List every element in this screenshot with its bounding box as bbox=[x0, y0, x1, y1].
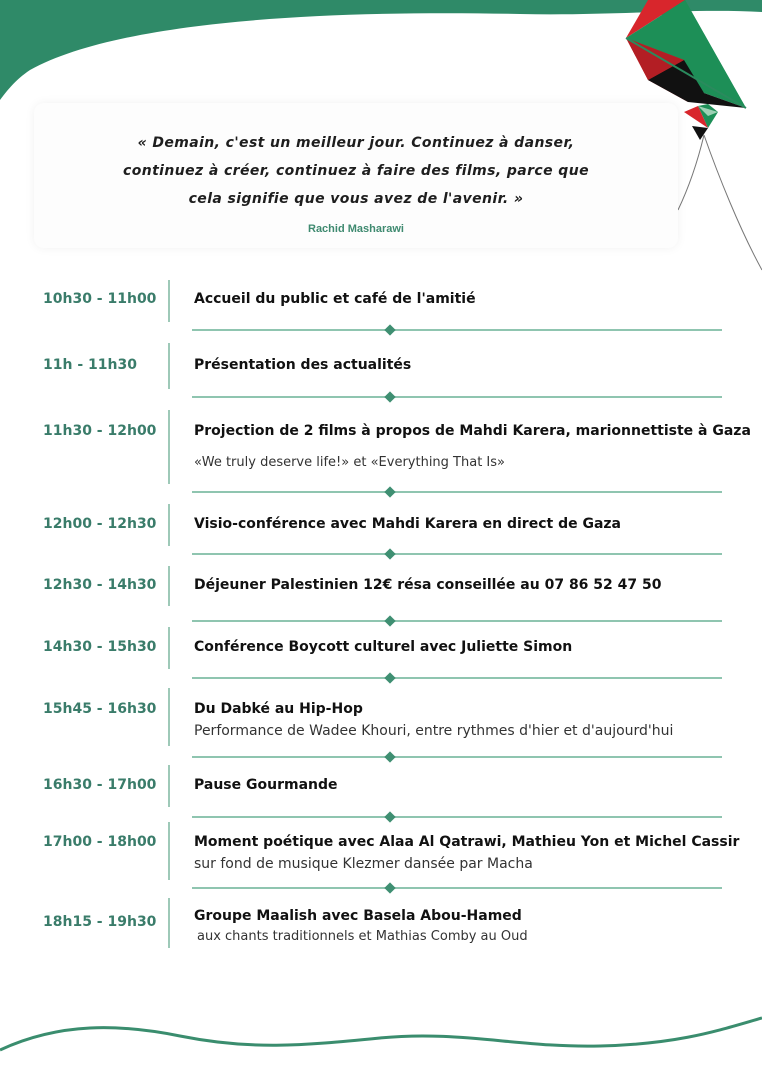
timeline-vertical-line bbox=[168, 410, 170, 484]
timeline-divider bbox=[192, 396, 722, 398]
schedule-subtitle: sur fond de musique Klezmer dansée par Macha bbox=[194, 856, 533, 872]
timeline-vertical-line bbox=[168, 822, 170, 880]
timeline-diamond-icon bbox=[384, 486, 395, 497]
schedule-title: Conférence Boycott culturel avec Juliette Simon bbox=[194, 639, 573, 655]
timeline-diamond-icon bbox=[384, 882, 395, 893]
timeline-divider bbox=[192, 329, 722, 331]
timeline-divider bbox=[192, 491, 722, 493]
schedule-title: Du Dabké au Hip-Hop bbox=[194, 701, 363, 717]
timeline-diamond-icon bbox=[384, 548, 395, 559]
schedule-title: Groupe Maalish avec Basela Abou-Hamed bbox=[194, 908, 522, 924]
timeline-diamond-icon bbox=[384, 391, 395, 402]
schedule-time: 14h30 - 15h30 bbox=[43, 639, 157, 655]
timeline-vertical-line bbox=[168, 688, 170, 746]
quote-card bbox=[34, 103, 678, 248]
schedule-title: Accueil du public et café de l'amitié bbox=[194, 291, 476, 307]
schedule-subtitle: «We truly deserve life!» et «Everything That Is» bbox=[194, 455, 505, 470]
schedule-title: Moment poétique avec Alaa Al Qatrawi, Mathieu Yon et Michel Cassir bbox=[194, 834, 740, 850]
schedule-subtitle: aux chants traditionnels et Mathias Comby au Oud bbox=[197, 929, 528, 944]
schedule-time: 11h30 - 12h00 bbox=[43, 423, 157, 439]
schedule-time: 15h45 - 16h30 bbox=[43, 701, 157, 717]
timeline-vertical-line bbox=[168, 765, 170, 807]
timeline-divider bbox=[192, 887, 722, 889]
timeline-vertical-line bbox=[168, 898, 170, 948]
schedule-title: Projection de 2 films à propos de Mahdi Karera, marionnettiste à Gaza bbox=[194, 423, 751, 439]
timeline-vertical-line bbox=[168, 280, 170, 322]
timeline-divider bbox=[192, 756, 722, 758]
timeline-divider bbox=[192, 620, 722, 622]
schedule-title: Pause Gourmande bbox=[194, 777, 338, 793]
timeline-vertical-line bbox=[168, 566, 170, 606]
timeline-diamond-icon bbox=[384, 615, 395, 626]
timeline-vertical-line bbox=[168, 343, 170, 389]
schedule-time: 18h15 - 19h30 bbox=[43, 914, 157, 930]
quote-text: « Demain, c'est un meilleur jour. Continuez à danser, continuez à créer, continuez à faire des films, parce que cela signifie que vous avez de l'avenir. » bbox=[123, 135, 589, 207]
timeline-divider bbox=[192, 816, 722, 818]
timeline-vertical-line bbox=[168, 504, 170, 546]
schedule-subtitle: Performance de Wadee Khouri, entre rythmes d'hier et d'aujourd'hui bbox=[194, 723, 674, 739]
timeline-divider bbox=[192, 553, 722, 555]
quote-author: Rachid Masharawi bbox=[308, 223, 404, 235]
schedule-time: 16h30 - 17h00 bbox=[43, 777, 157, 793]
bottom-wave-decoration bbox=[0, 1000, 762, 1079]
schedule-time: 12h00 - 12h30 bbox=[43, 516, 157, 532]
timeline-vertical-line bbox=[168, 627, 170, 669]
timeline-divider bbox=[192, 677, 722, 679]
schedule-title: Présentation des actualités bbox=[194, 357, 412, 373]
schedule-time: 12h30 - 14h30 bbox=[43, 577, 157, 593]
schedule-title: Déjeuner Palestinien 12€ résa conseillée au 07 86 52 47 50 bbox=[194, 577, 662, 593]
timeline-diamond-icon bbox=[384, 751, 395, 762]
schedule-time: 11h - 11h30 bbox=[43, 357, 137, 373]
schedule-time: 10h30 - 11h00 bbox=[43, 291, 157, 307]
timeline-diamond-icon bbox=[384, 324, 395, 335]
schedule-time: 17h00 - 18h00 bbox=[43, 834, 157, 850]
timeline-diamond-icon bbox=[384, 811, 395, 822]
schedule-title: Visio-conférence avec Mahdi Karera en direct de Gaza bbox=[194, 516, 621, 532]
timeline-diamond-icon bbox=[384, 672, 395, 683]
